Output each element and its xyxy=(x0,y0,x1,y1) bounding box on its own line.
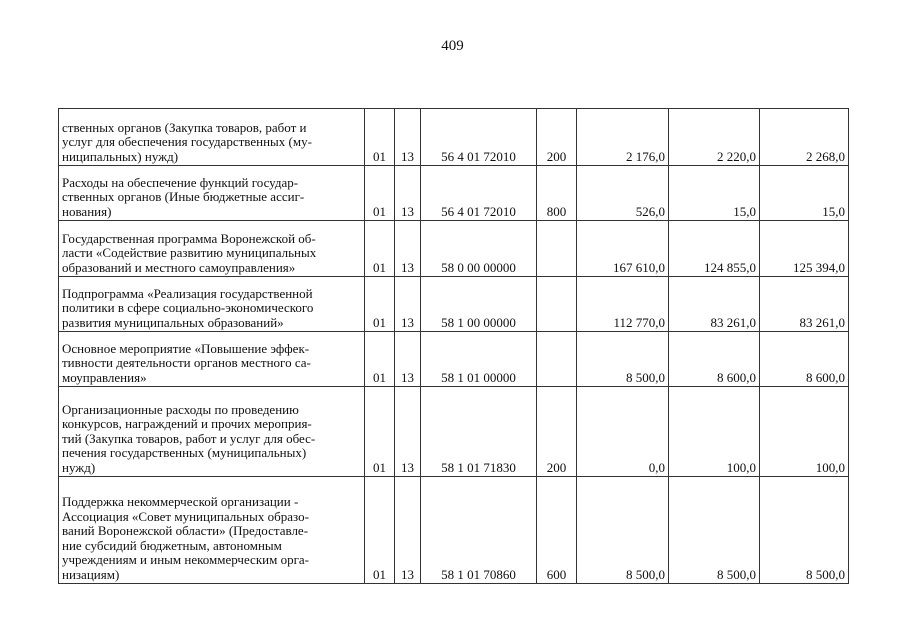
row-amount-year-3: 125 394,0 xyxy=(760,221,849,277)
table-row xyxy=(59,166,849,221)
budget-table xyxy=(58,108,849,584)
row-amount-year-1: 2 176,0 xyxy=(577,109,669,166)
row-name: Подпрограмма «Реализация государственной политики в сфере социально-экономического развития муниципальных образований» xyxy=(59,277,365,332)
row-name: Поддержка некоммерческой организации - Ассоциация «Совет муниципальных образо- ваний Воронежской области» (Предоставле- ние субсидий бюджетным, автономным учреждениям и иным некоммерческим орга- низациям) xyxy=(59,477,365,584)
row-target-article: 58 1 01 71830 xyxy=(421,387,537,477)
row-amount-year-1: 0,0 xyxy=(577,387,669,477)
table-row xyxy=(59,277,849,332)
row-amount-year-2: 8 500,0 xyxy=(669,477,760,584)
row-expense-type xyxy=(537,277,577,332)
row-name: Основное мероприятие «Повышение эффек- тивности деятельности органов местного са- моуправления» xyxy=(59,332,365,387)
row-expense-type: 200 xyxy=(537,387,577,477)
row-amount-year-1: 112 770,0 xyxy=(577,277,669,332)
row-expense-type xyxy=(537,332,577,387)
row-amount-year-2: 2 220,0 xyxy=(669,109,760,166)
row-amount-year-1: 167 610,0 xyxy=(577,221,669,277)
row-expense-type: 800 xyxy=(537,166,577,221)
row-amount-year-2: 83 261,0 xyxy=(669,277,760,332)
row-amount-year-2: 124 855,0 xyxy=(669,221,760,277)
row-target-article: 58 1 00 00000 xyxy=(421,277,537,332)
row-section-code: 01 xyxy=(365,221,395,277)
row-name: Расходы на обеспечение функций государ- ственных органов (Иные бюджетные ассиг- нования) xyxy=(59,166,365,221)
row-subsection-code: 13 xyxy=(395,221,421,277)
row-amount-year-3: 8 600,0 xyxy=(760,332,849,387)
row-subsection-code: 13 xyxy=(395,387,421,477)
row-amount-year-3: 2 268,0 xyxy=(760,109,849,166)
row-target-article: 56 4 01 72010 xyxy=(421,166,537,221)
table-row xyxy=(59,221,849,277)
row-amount-year-1: 526,0 xyxy=(577,166,669,221)
row-section-code: 01 xyxy=(365,387,395,477)
row-subsection-code: 13 xyxy=(395,277,421,332)
row-amount-year-2: 100,0 xyxy=(669,387,760,477)
table-row xyxy=(59,109,849,166)
page-number: 409 xyxy=(441,38,464,54)
row-name: ственных органов (Закупка товаров, работ и услуг для обеспечения государственных (му- ниципальных) нужд) xyxy=(59,109,365,166)
row-target-article: 58 1 01 70860 xyxy=(421,477,537,584)
row-amount-year-3: 15,0 xyxy=(760,166,849,221)
row-target-article: 58 1 01 00000 xyxy=(421,332,537,387)
row-subsection-code: 13 xyxy=(395,477,421,584)
row-name: Государственная программа Воронежской об- ласти «Содействие развитию муниципальных образований и местного самоуправления» xyxy=(59,221,365,277)
row-amount-year-3: 100,0 xyxy=(760,387,849,477)
table-row xyxy=(59,332,849,387)
row-amount-year-2: 8 600,0 xyxy=(669,332,760,387)
row-subsection-code: 13 xyxy=(395,166,421,221)
row-target-article: 56 4 01 72010 xyxy=(421,109,537,166)
row-amount-year-1: 8 500,0 xyxy=(577,477,669,584)
row-expense-type: 600 xyxy=(537,477,577,584)
table-row xyxy=(59,477,849,584)
row-expense-type xyxy=(537,221,577,277)
row-amount-year-3: 83 261,0 xyxy=(760,277,849,332)
row-subsection-code: 13 xyxy=(395,332,421,387)
row-section-code: 01 xyxy=(365,109,395,166)
row-subsection-code: 13 xyxy=(395,109,421,166)
row-amount-year-2: 15,0 xyxy=(669,166,760,221)
row-section-code: 01 xyxy=(365,477,395,584)
row-amount-year-1: 8 500,0 xyxy=(577,332,669,387)
row-section-code: 01 xyxy=(365,332,395,387)
row-expense-type: 200 xyxy=(537,109,577,166)
row-section-code: 01 xyxy=(365,166,395,221)
row-name: Организационные расходы по проведению конкурсов, награждений и прочих мероприя- тий (Закупка товаров, работ и услуг для обес- печения государственных (муниципальных) нужд) xyxy=(59,387,365,477)
row-target-article: 58 0 00 00000 xyxy=(421,221,537,277)
row-section-code: 01 xyxy=(365,277,395,332)
table-row xyxy=(59,387,849,477)
row-amount-year-3: 8 500,0 xyxy=(760,477,849,584)
budget-table-body xyxy=(59,109,849,584)
